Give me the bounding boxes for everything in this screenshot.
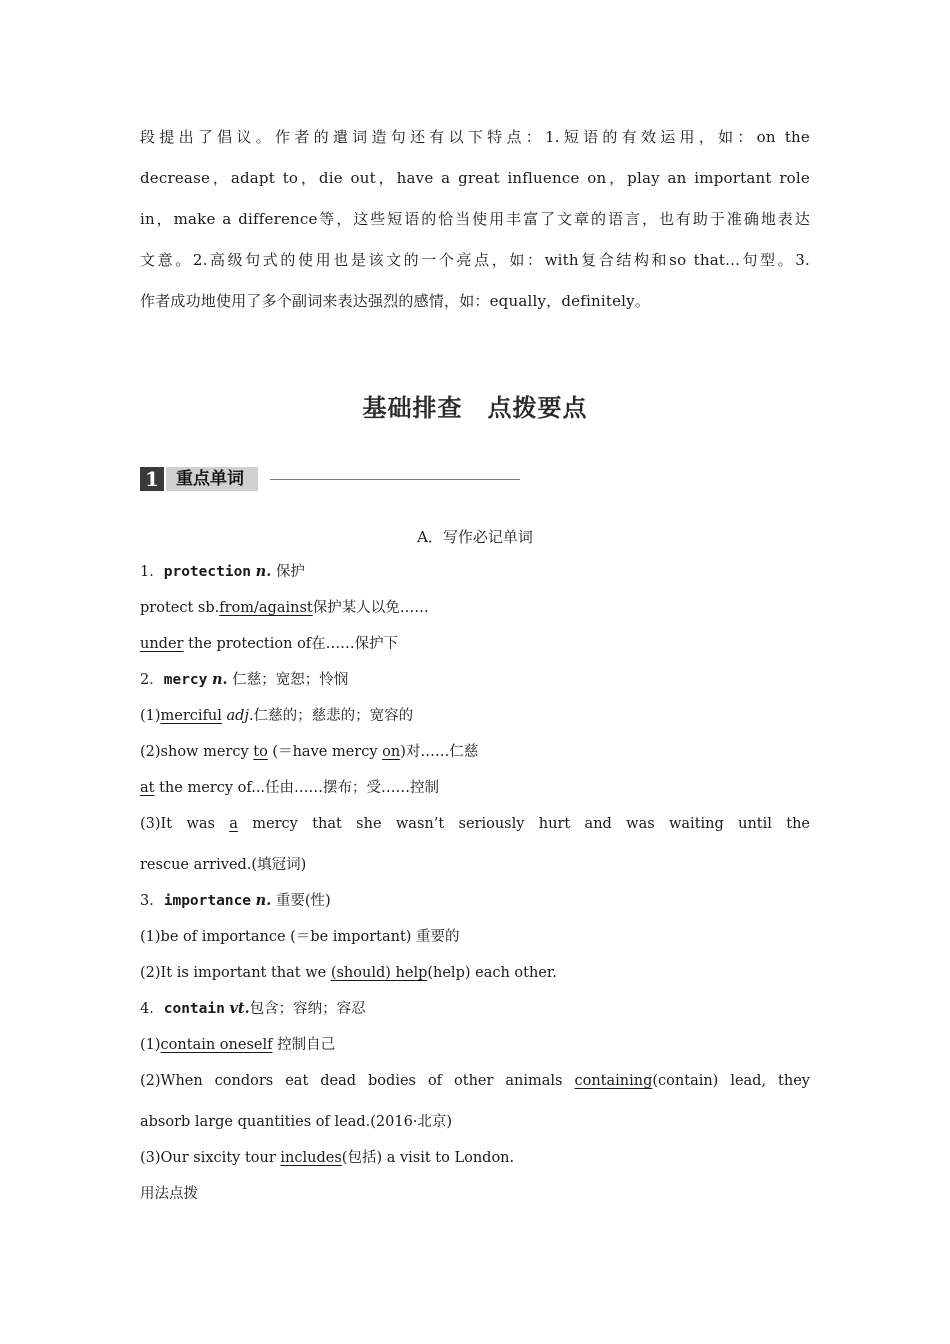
entry-line: (2)It is important that we (should) help(help) each other. [140,965,557,981]
entry-line: absorb large quantities of lead.(2016·北京) [140,1114,453,1130]
entry-line: protect sb.from/against保护某人以免…… [140,600,429,616]
intro-paragraph [140,117,810,322]
answer-blank: to [253,744,268,760]
answer-blank: merciful [160,708,222,724]
answer-blank: under [140,636,184,652]
intro-line: 段提出了倡议。作者的遣词造句还有以下特点：1.短语的有效运用，如：on the [140,128,810,146]
badge-number: 1 [140,467,164,491]
answer-blank: contain oneself [160,1037,273,1053]
intro-line: in，make a difference等，这些短语的恰当使用丰富了文章的语言，也有助于准确地表达 [140,210,810,228]
entry-line: (2)show mercy to (＝have mercy on)对……仁慈 [140,744,479,760]
section-badge [140,467,530,493]
answer-blank: on [382,744,401,760]
entry-heading: 3．importance n. 重要(性) [140,892,331,909]
answer-blank: from/against [219,600,313,616]
entry-heading: 2．mercy n. 仁慈；宽恕；怜悯 [140,671,349,688]
entry-heading: 1．protection n. 保护 [140,563,305,580]
intro-line: 作者成功地使用了多个副词来表达强烈的感情，如：equally，definitely。 [140,292,651,310]
vocabulary-entries [140,554,810,1212]
entry-line: (3)It was a mercy that she wasn’t seriously hurt and was waiting until the [140,816,810,832]
entry-heading: 4．contain vt.包含；容纳；容忍 [140,1000,366,1017]
intro-line: 文意。2.高级句式的使用也是该文的一个亮点，如：with复合结构和so that...句型。3. [140,251,810,269]
answer-blank: containing [574,1073,653,1089]
answer-blank: (should) help [330,965,428,981]
section-title: 基础排查 点拨要点 [362,394,588,422]
entry-line: rescue arrived.(填冠词) [140,857,307,873]
entry-line: (1)merciful adj.仁慈的；慈悲的；宽容的 [140,708,414,724]
entry-line: (1)contain oneself 控制自己 [140,1037,336,1053]
usage-heading: 用法点拨 [140,1186,198,1202]
entry-line: under the protection of在……保护下 [140,636,399,652]
intro-line: decrease，adapt to，die out，have a great influence on，play an important role [140,169,810,187]
badge-divider [270,479,520,480]
entry-line: at the mercy of...任由……摆布；受……控制 [140,780,440,796]
entry-line: (2)When condors eat dead bodies of other animals containing(contain) lead, they [140,1073,810,1089]
sub-heading: A．写作必记单词 [417,528,533,546]
entry-line: (3)Our sixcity tour includes(包括) a visit to London. [140,1150,515,1166]
badge-label: 重点单词 [166,467,258,491]
answer-blank: at [140,780,155,796]
entry-line: (1)be of importance (＝be important) 重要的 [140,929,460,945]
answer-blank: a [229,816,238,832]
answer-blank: includes [280,1150,342,1166]
